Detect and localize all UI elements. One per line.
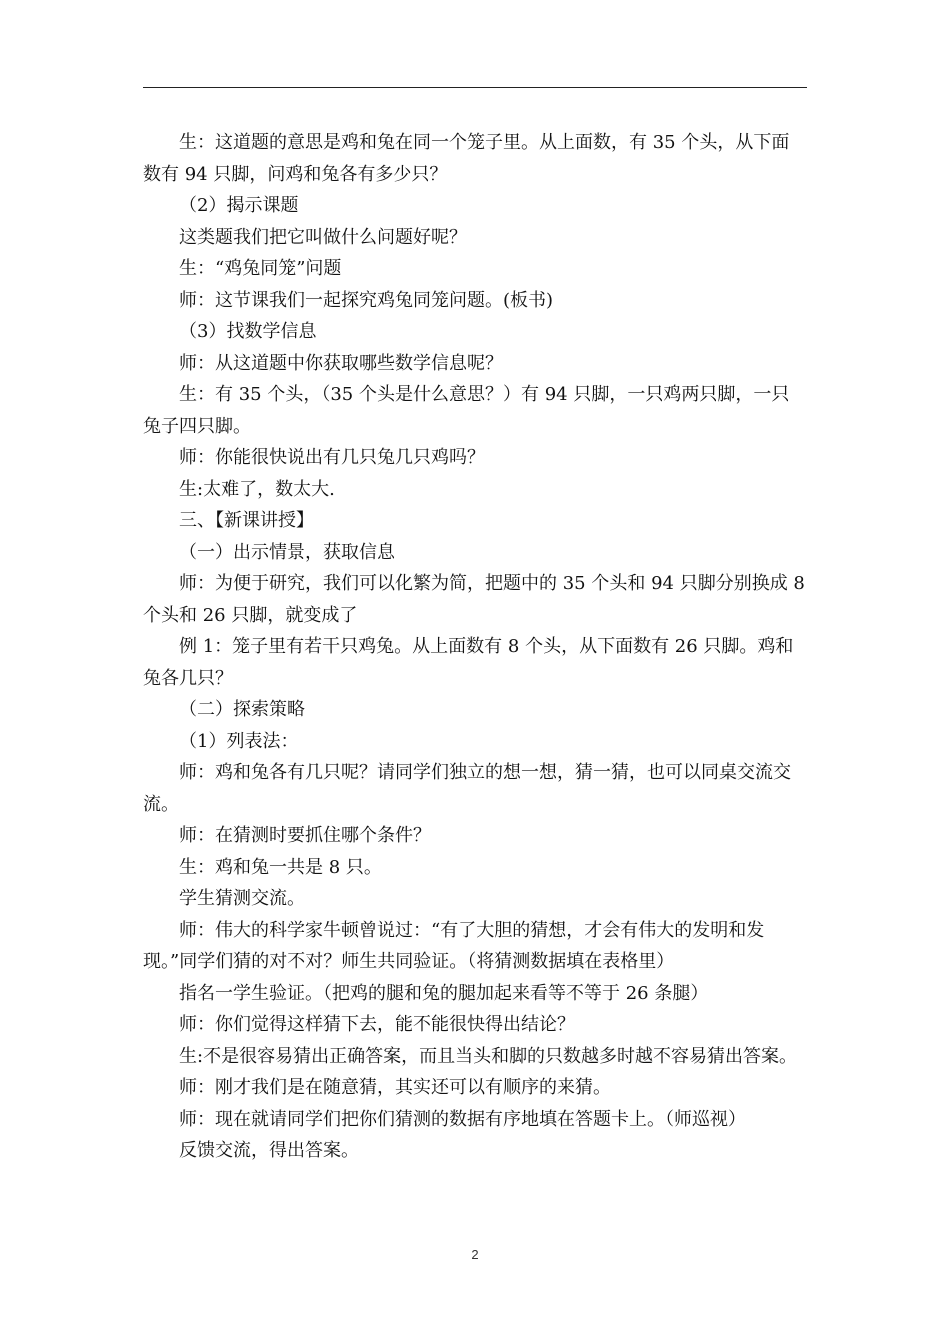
header-rule xyxy=(143,87,807,88)
paragraph: 这类题我们把它叫做什么问题好呢？ xyxy=(179,226,467,248)
paragraph: 师：刚才我们是在随意猜，其实还可以有顺序的来猜。 xyxy=(179,1077,611,1098)
paragraph: 师：现在就请同学们把你们猜测的数据有序地填在答题卡上。（师巡视） xyxy=(179,1108,746,1130)
paragraph: 师：在猜测时要抓住哪个条件？ xyxy=(179,825,431,846)
paragraph: 例 1：笼子里有若干只鸡兔。从上面数有 8 个头，从下面数有 26 只脚。鸡和兔各几只？ xyxy=(143,636,794,689)
page-number: 2 xyxy=(471,1247,479,1262)
paragraph: 师：伟大的科学家牛顿曾说过：“有了大胆的猜想，才会有伟大的发明和发现。”同学们猜的对不对？师生共同验证。（将猜测数据填在表格里） xyxy=(143,919,765,972)
paragraph: 师：你能很快说出有几只兔几只鸡吗？ xyxy=(179,447,485,468)
paragraph: 反馈交流，得出答案。 xyxy=(179,1140,359,1161)
section-heading: 三、【新课讲授】 xyxy=(179,510,314,531)
paragraph: 生：“鸡兔同笼”问题 xyxy=(179,258,342,279)
paragraph: 师：鸡和兔各有几只呢？请同学们独立的想一想，猜一猜，也可以同桌交流交流。 xyxy=(143,762,791,815)
paragraph: 生：鸡和兔一共是 8 只。 xyxy=(179,856,382,878)
paragraph: 生:太难了，数太大. xyxy=(179,478,335,500)
paragraph: （2）揭示课题 xyxy=(179,195,299,216)
paragraph: （二）探索策略 xyxy=(179,699,305,720)
paragraph: 生:不是很容易猜出正确答案，而且当头和脚的只数越多时越不容易猜出答案。 xyxy=(179,1045,798,1067)
paragraph: （1）列表法： xyxy=(179,730,299,752)
paragraph: （3）找数学信息 xyxy=(179,321,317,342)
paragraph: 生：有 35 个头，（35 个头是什么意思？）有 94 只脚，一只鸡两只脚，一只兔子四只脚。 xyxy=(143,384,790,437)
body-text xyxy=(143,127,807,1167)
paragraph: 指名一学生验证。（把鸡的腿和兔的腿加起来看等不等于 26 条腿） xyxy=(179,982,709,1004)
paragraph: 师：为便于研究，我们可以化繁为简，把题中的 35 个头和 94 只脚分别换成 8 个头和 26 只脚，就变成了 xyxy=(143,573,805,626)
paragraph: 学生猜测交流。 xyxy=(179,888,305,909)
paragraph: 师：这节课我们一起探究鸡兔同笼问题。(板书) xyxy=(179,289,554,311)
paragraph: （一）出示情景，获取信息 xyxy=(179,541,395,563)
paragraph: 师：你们觉得这样猜下去，能不能很快得出结论？ xyxy=(179,1014,575,1035)
paragraph: 师：从这道题中你获取哪些数学信息呢？ xyxy=(179,352,503,374)
paragraph: 生：这道题的意思是鸡和兔在同一个笼子里。从上面数，有 35 个头，从下面数有 94 只脚，问鸡和兔各有多少只？ xyxy=(143,132,790,185)
